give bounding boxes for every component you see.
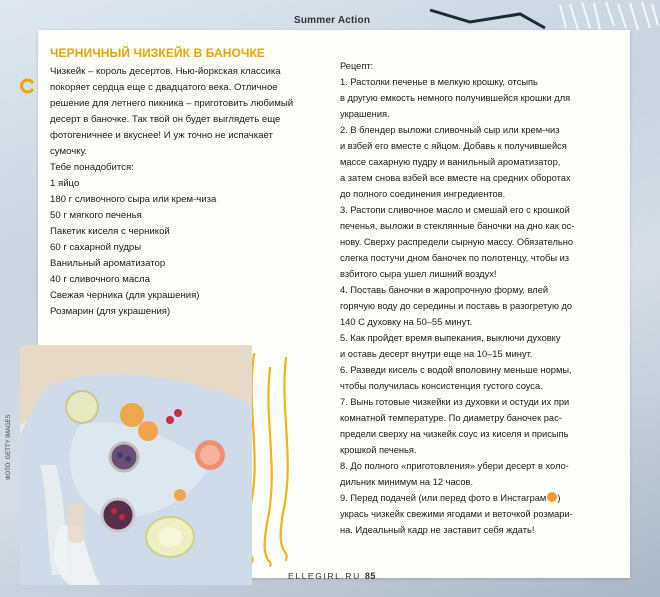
footer-site: ELLEGIRL.RU — [288, 571, 361, 581]
ingredient-item: Розмарин (для украшения) — [50, 306, 171, 317]
recipe-line: нову. Сверху распредели сырную массу. Обязательно — [340, 237, 574, 247]
intro-line: покоряет сердца еще с двадцатого века. Отличное — [50, 82, 278, 93]
ingredients-list — [50, 176, 300, 320]
recipe-line: крошкой печенья. — [340, 445, 417, 455]
recipe-line: 2. В блендер выложи сливочный сыр или крем-чиз — [340, 125, 560, 135]
recipe-line: 3. Растопи сливочное масло и смешай его с крошкой — [340, 205, 570, 215]
recipe-heading: Рецепт: — [340, 61, 374, 71]
recipe-column — [340, 58, 612, 538]
intro-line: решение для летнего пикника – приготовить любимый — [50, 98, 294, 109]
recipe-line: 6. Разведи кисель с водой вполовину меньше нормы, — [340, 365, 572, 375]
ingredient-item: 50 г мягкого печенья — [50, 210, 142, 221]
closing-paren: ) — [557, 493, 561, 503]
recipe-line: и взбей его вместе с яйцом. Добавь к получившейся — [340, 141, 567, 151]
recipe-line: слегка постучи дном баночек по полотенцу, чтобы из — [340, 253, 570, 263]
ingredient-item: 60 г сахарной пудры — [50, 242, 142, 253]
recipe-line: печенья, выложи в стеклянные баночки на дно как ос- — [340, 221, 575, 231]
recipe-line: комнатной температуре. По диаметру баночек рас- — [340, 413, 562, 423]
recipe-line: и оставь десерт внутри еще на 10–15 минут. — [340, 349, 533, 359]
recipe-line: а затем снова взбей все вместе на средних оборотах — [340, 173, 571, 183]
recipe-line: 4. Поставь баночки в жаропрочную форму, влей — [340, 285, 549, 295]
decorative-c-icon — [20, 78, 36, 94]
section-label: Summer Action — [294, 15, 371, 26]
recipe-line-text: 9. Перед подачей (или перед фото в Инстаграм — [340, 493, 547, 503]
smiley-icon — [547, 492, 557, 502]
recipe-line: 7. Вынь готовые чизкейки из духовки и остуди их при — [340, 397, 570, 407]
recipe-line: 5. Как пройдет время выпекания, выключи духовку — [340, 333, 561, 343]
intro-column — [50, 64, 300, 320]
photo-credit: ФОТО: GETTY IMAGES — [6, 414, 12, 480]
article-title: ЧЕРНИЧНЫЙ ЧИЗКЕЙК В БАНОЧКЕ — [50, 46, 266, 60]
recipe-line: взбитого сыра ушел лишний воздух! — [340, 269, 497, 279]
ingredient-item: 180 г сливочного сыра или крем-чиза — [50, 194, 217, 205]
recipe-line: украшения. — [340, 109, 390, 119]
recipe-line: 1. Растолки печенье в мелкую крошку, отсыпь — [340, 77, 538, 87]
page-footer — [288, 571, 376, 581]
recipe-line: предели сверху на чизкейк соус из киселя и присыпь — [340, 429, 569, 439]
ingredient-item: Свежая черника (для украшения) — [50, 290, 200, 301]
intro-line: фотогеничнее и вкуснее! И уж точно не испачкает — [50, 130, 273, 141]
recipe-line: до полного соединения ингредиентов. — [340, 189, 506, 199]
recipe-line: массе сахарную пудру и ванильный ароматизатор, — [340, 157, 561, 167]
ingredient-item: 40 г сливочного масла — [50, 274, 150, 285]
recipe-line: в другую емкость немного получившейся крошки для — [340, 93, 571, 103]
cheesecake-photo — [20, 345, 252, 585]
ingredient-item: Ванильный ароматизатор — [50, 258, 166, 269]
page-number: 85 — [364, 571, 376, 581]
ingredient-item: 1 яйцо — [50, 178, 80, 189]
recipe-line: дильник минимум на 12 часов. — [340, 477, 474, 487]
recipe-line: горячую воду до середины и поставь в разогретую до — [340, 301, 573, 311]
recipe-line: на. Идеальный кадр не заставит себя ждать! — [340, 525, 535, 535]
recipe-line: чтобы получилась консистенция густого соуса. — [340, 381, 543, 391]
recipe-line: 140 С духовку на 50–55 минут. — [340, 317, 473, 327]
ingredients-heading: Тебе понадобится: — [50, 162, 134, 173]
recipe-line: укрась чизкейк свежими ягодами и веточкой розмари- — [340, 509, 573, 519]
recipe-line — [340, 490, 612, 506]
recipe-line: 8. До полного «приготовления» убери десерт в холо- — [340, 461, 569, 471]
intro-line: Чизкейк – король десертов. Нью-йоркская классика — [50, 66, 281, 77]
intro-line: десерт в баночке. Так твой он будет выглядеть еще — [50, 114, 281, 125]
ingredient-item: Пакетик киселя с черникой — [50, 226, 170, 237]
intro-line: сумочку. — [50, 146, 88, 157]
